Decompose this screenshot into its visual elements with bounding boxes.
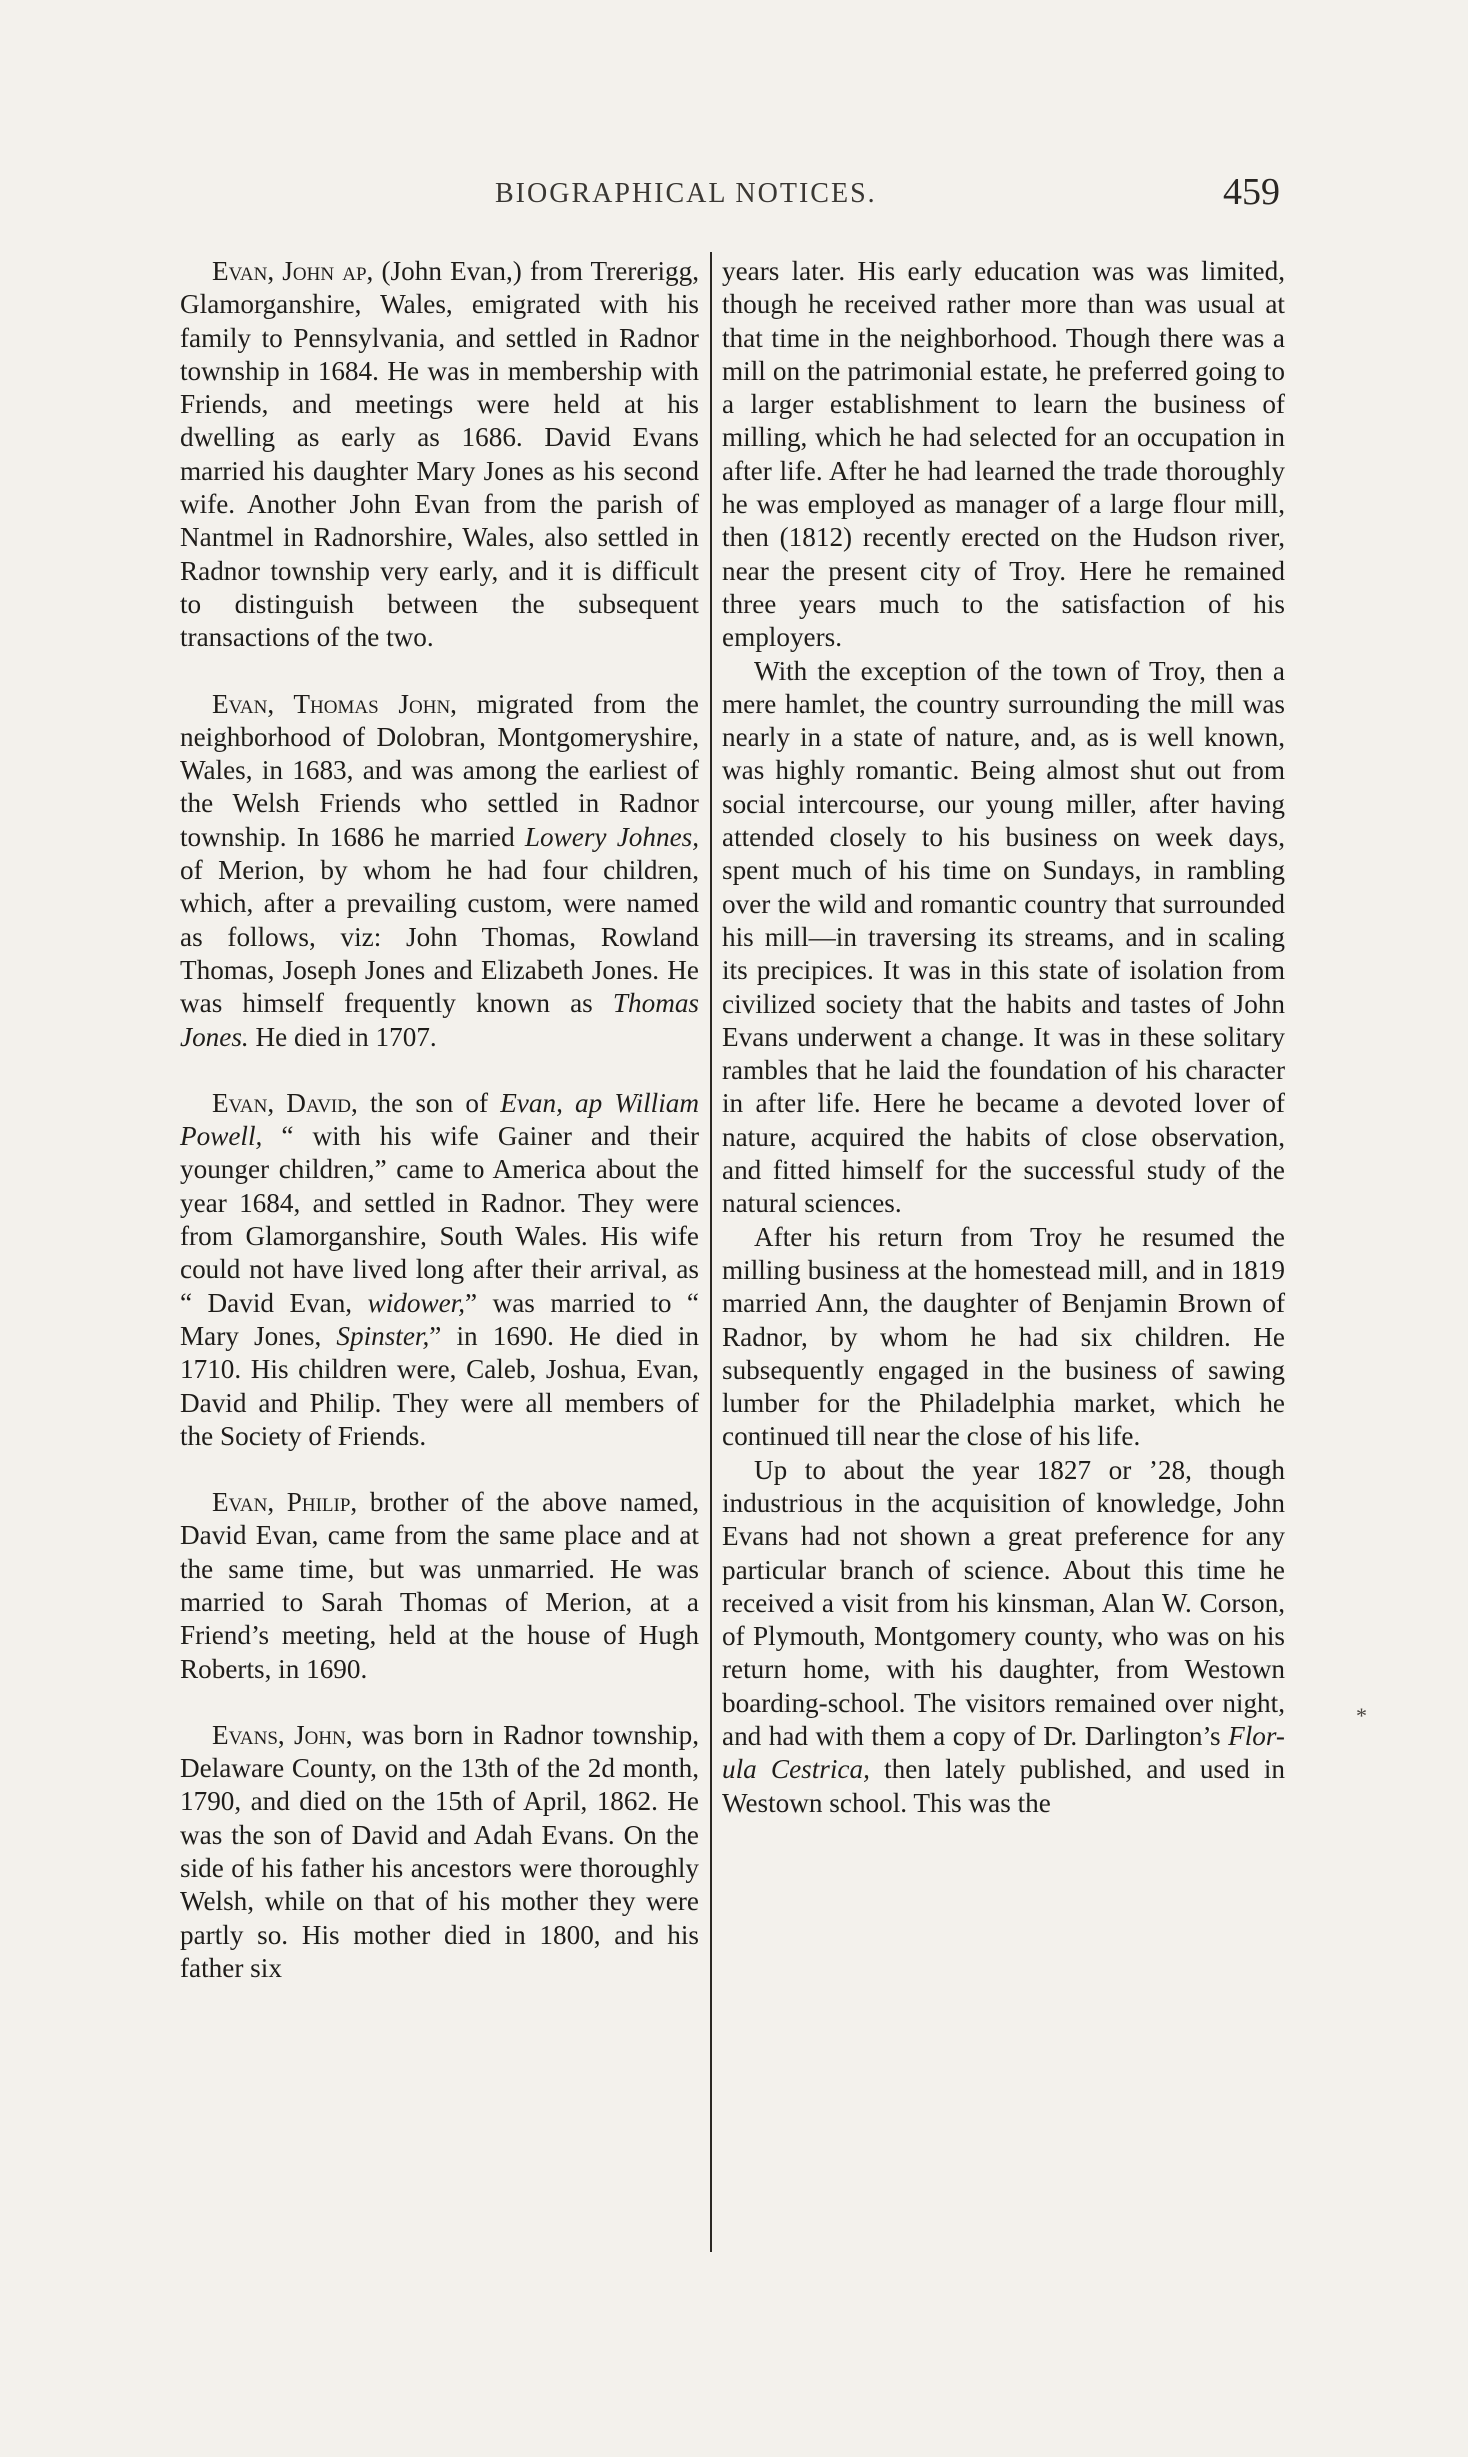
page-header	[180, 170, 1280, 220]
entry-text: He died in 1707.	[255, 1021, 437, 1052]
paragraph: years later. His early education was was limited, though he received rather more than was usual at that time in the neighborhood. Though there was a mill on the patrimonial estate, he preferred going to a larger establishment to learn the business of milling, which he had selected for an occupation in after life. After he had learned the trade thoroughly he was employed as manager of a large flour mill, then (1812) recently erected on the Hudson river, near the present city of Troy. Here he remained three years much to the satisfaction of his employers.	[722, 256, 1285, 653]
entry-name: Evan, David,	[212, 1087, 358, 1118]
entry-text: ” was married to “ Mary Jones,	[180, 1287, 699, 1351]
entry-name: Evan, John ap,	[212, 256, 374, 286]
paragraph: With the exception of the town of Troy, then a mere hamlet, the country surrounding the mill was nearly in a state of nature, and, as is well known, was highly romantic. Being almost shut out from social intercourse, our young miller, after having attended closely to his business on week days, spent much of his time on Sundays, in rambling over the wild and romantic country that surrounded his mill—in traversing its streams, and in scaling its precipices. It was in this state of isolation from civilized society that the habits and tastes of John Evans underwent a change. It was in these solitary rambles that he laid the foundation of his character in after life. Here he became a devoted lover of nature, acquired the habits of close observation, and fitted himself for the successful study of the natural sciences.	[722, 655, 1285, 1219]
entry-text: (John Evan,) from Trererigg, Glamorganshire, Wales, emigrated with his family to Pennsylvania, and settled in Radnor township in 1684. He was in membership with Friends, and meetings were held at his dwelling as early as 1686. David Evans married his daughter Mary Jones as his second wife. Another John Evan from the parish of Nantmel in Radnorshire, Wales, also settled in Radnor township very early, and it is difficult to distinguish between the subsequent transactions of the two.	[180, 256, 700, 653]
margin-mark: *	[1356, 1703, 1367, 1728]
entry-name: Evan, Philip,	[212, 1487, 358, 1518]
right-column	[722, 255, 1285, 1820]
entry-italic-name: Thomas Jones.	[180, 988, 700, 1052]
entry-text: was born in Radnor township, Delaware County, on the 13th of the 2d month, 1790, and died on the 15th of April, 1862. He was the son of David and Adah Evans. On the side of his father his ancestors were thoroughly Welsh, while on that of his mother they were partly so. His mother died in 1800, and his father six	[180, 1719, 699, 1983]
entry-italic-name: Spinster,	[336, 1320, 430, 1351]
entry-philip-evan	[180, 1486, 699, 1686]
entry-text: the son of	[369, 1087, 488, 1118]
entry-name: Evan, Thomas John,	[212, 688, 457, 719]
running-head: BIOGRAPHICAL NOTICES.	[495, 178, 877, 209]
entry-john-ap-evan	[180, 255, 699, 655]
entry-thomas-john-evan	[180, 688, 699, 1054]
page-number: 459	[1223, 171, 1280, 213]
paragraph-text: then lately published, and used in Westown school. This was the	[722, 1754, 1286, 1818]
entry-text: of Merion, by whom he had four children, which, after a prevailing custom, were named as follows, viz: John Thomas, Rowland Thomas, Joseph Jones and Elizabeth Jones. He was himself frequently known as	[180, 855, 699, 1019]
entry-italic-name: Lowery Johnes,	[524, 821, 700, 852]
left-column	[180, 255, 699, 2018]
entry-text: migrated from the neighborhood of Dolobran, Montgomeryshire, Wales, in 1683, and was among the earliest of the Welsh Friends who settled in Radnor township. In 1686 he married	[180, 688, 699, 852]
entry-italic-name: widower,	[367, 1287, 466, 1318]
paragraph-text: Up to about the year 1827 or ’28, though industrious in the acquisition of knowledge, John Evans had not shown a great preference for any particular branch of science. About this time he received a visit from his kinsman, Alan W. Corson, of Plymouth, Montgomery county, who was on his return home, with his daughter, from Westown boarding-school. The visitors remained over night, and had with them a copy of Dr. Darlington’s	[722, 1454, 1285, 1752]
entry-text: brother of the above named, David Evan, came from the same place and at the same time, but was unmarried. He was married to Sarah Thomas of Merion, at a Friend’s meeting, held at the house of Hugh Roberts, in 1690.	[180, 1487, 699, 1684]
paragraph: After his return from Troy he resumed the milling business at the homestead mill, and in 1819 married Ann, the daughter of Benjamin Brown of Radnor, by whom he had six children. He subsequently engaged in the business of sawing lumber for the Philadelphia market, which he continued till near the close of his life.	[722, 1221, 1285, 1452]
book-title: Flor-ula Cestrica,	[722, 1721, 1285, 1785]
entry-text: “ with his wife Gainer and their younger children,” came to America about the year 1684, and settled in Radnor. They were from Glamorganshire, South Wales. His wife could not have lived long after their arrival, as “ David Evan,	[180, 1121, 700, 1318]
paragraph	[722, 1454, 1285, 1820]
entry-david-evan	[180, 1087, 699, 1453]
entry-italic-name: Evan, ap William Powell,	[180, 1087, 700, 1152]
column-divider	[710, 252, 712, 2252]
entry-name: Evans, John,	[212, 1719, 353, 1750]
entry-text: ” in 1690. He died in 1710. His children were, Caleb, Joshua, Evan, David and Philip. They were all members of the Society of Friends.	[180, 1320, 700, 1451]
entry-john-evans	[180, 1719, 699, 1985]
